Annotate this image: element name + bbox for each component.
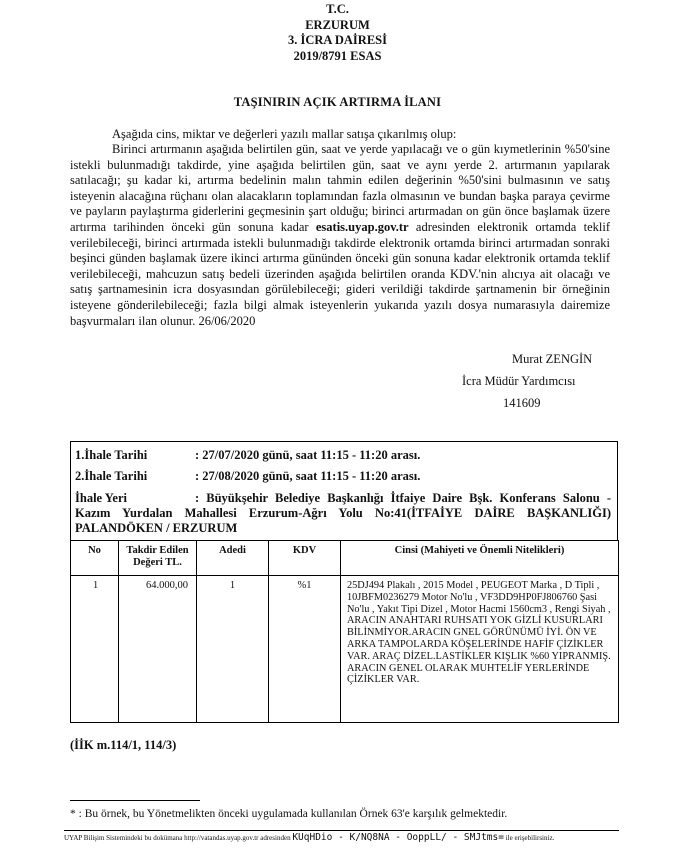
auction-place-label: İhale Yeri <box>75 491 127 505</box>
uyap-suffix: ile erişebilirsiniz. <box>505 834 555 842</box>
footer-divider <box>64 830 619 831</box>
footnote-divider <box>70 800 200 801</box>
document-title: TAŞINIRIN AÇIK ARTIRMA İLANI <box>233 95 442 109</box>
body-part-1: Birinci artırmanın aşağıda belirtilen gün, saat ve yerde yapılacağı ve o gün kıymetlerinin %50'sine istekli bulunmadığı takdirde, yine aşağıda belirtilen gün, saat ve aynı yerde 2. artırmanın yapılarak satılacağı; şu kadar ki, artırma bedelinin malın tahmin edilen değerinin %50'sini bulmasının ve satış isteyenin alacağına rüçhanı olan alacakların toplamından fazla olmasının ve bundan başka paraya çevirme ve payların paylaştırma giderlerini geçmesinin şart olduğu; birinci artırmadan on gün önce başlamak üzere artırma tarihinden önceki gün sonuna kadar <box>70 142 610 234</box>
cell-description: 25DJ494 Plakalı , 2015 Model , PEUGEOT Marka , D Tipli , 10JBFM0236279 Motor No'lu , VF3DD9HP0FJ806760 Şasi No'lu , Yakıt Tipi Dizel , Motor Hacmi 1560cm3 , Rengi Siyah , ARACIN ANAHTARI RUHSATI YOK GİZLİ KUSURLARI BİLİNMİYOR.ARACIN GNEL GÖRÜNÜMÜ İYİ. ÖN VE ARKA TAMPOLARDA KÖŞELERİNDE HAFİF ÇİZİKLER VAR. ARAÇ DİZEL.LASTİKLER KIŞLIK %60 YIPRANMIŞ. ARACIN GENEL OLARAK MUHTELİF YERLERİNDE ÇİZİKLER VAR. <box>341 576 619 723</box>
auction-date-2-value: : 27/08/2020 günü, saat 11:15 - 11:20 arası. <box>195 469 421 483</box>
header-country: T.C. <box>326 2 349 16</box>
table-header-row <box>71 541 619 576</box>
items-table <box>70 540 619 723</box>
header-office: 3. İCRA DAİRESİ <box>288 33 387 47</box>
auction-date-1 <box>75 448 420 463</box>
signatory-number: 141609 <box>503 396 541 410</box>
uyap-footer <box>64 832 554 843</box>
header-city: ERZURUM <box>305 17 370 32</box>
cell-kdv: %1 <box>269 576 341 723</box>
header-case-number: 2019/8791 ESAS <box>293 48 382 63</box>
esatis-site-link: esatis.uyap.gov.tr <box>315 219 409 234</box>
header-no: No <box>71 541 119 576</box>
signatory-name: Murat ZENGİN <box>512 352 593 366</box>
cell-value: 64.000,00 <box>119 576 197 723</box>
body-part-2: adresinden elektronik ortamda teklif verilebileceği, birinci artırmada istekli bulunmadığı takdirde elektronik ortamda birinci artırmadan sonraki beşinci günden başlamak üzere ikinci artırma gününden önceki gün sonuna kadar elektronik ortamda teklif verilebileceği, mahcuzun satış bedeli üzerinden aşağıda belirtilen oranda KDV.'nin alıcıya ait olacağı ve satış şartnamesinin icra dosyasından görülebileceği; gideri verildiği takdirde şartnamenin bir örneğinin isteyene gönderilebileceği; fazla bilgi almak isteyenlerin yukarıda yazılı dosya numarasıyla dairemize başvurmaları ilan olunur. 26/06/2020 <box>70 219 610 328</box>
auction-place-value: : Büyükşehir Belediye Başkanlığı İtfaiye Daire Bşk. Konferans Salonu - Kazım Yurdalan Mahallesi Erzurum-Ağrı Yolu No:41(İTFAİYE DAİRE BAŞKANLIĞI) PALANDÖKEN / ERZURUM <box>75 491 611 535</box>
law-reference: (İİK m.114/1, 114/3) <box>70 738 177 752</box>
auction-date-2-label: 2.İhale Tarihi <box>75 469 148 483</box>
auction-place <box>75 491 611 536</box>
auction-date-1-value: : 27/07/2020 günü, saat 11:15 - 11:20 arası. <box>195 448 421 462</box>
footnote: * : Bu örnek, bu Yönetmelikten önceki uygulamada kullanılan Örnek 63'e karşılık gelmektedir. <box>70 808 508 820</box>
auction-date-2 <box>75 469 420 484</box>
intro-text: Aşağıda cins, miktar ve değerleri yazılı mallar satışa çıkarılmış olup: <box>112 127 457 141</box>
cell-qty: 1 <box>197 576 269 723</box>
signatory-role: İcra Müdür Yardımcısı <box>462 374 576 388</box>
auction-info-box <box>70 441 618 540</box>
uyap-access-code: KUqHDio - K/NQ8NA - OoppLL/ - SMJtms= <box>292 832 504 843</box>
body-paragraph <box>70 142 610 329</box>
document-header <box>0 2 675 64</box>
auction-date-1-label: 1.İhale Tarihi <box>75 448 148 462</box>
header-value: Takdir Edilen Değeri TL. <box>119 541 197 576</box>
cell-no: 1 <box>71 576 119 723</box>
header-qty: Adedi <box>197 541 269 576</box>
header-kdv: KDV <box>269 541 341 576</box>
table-row <box>71 576 619 723</box>
header-description: Cinsi (Mahiyeti ve Önemli Nitelikleri) <box>341 541 619 576</box>
uyap-prefix: UYAP Bilişim Sistemindeki bu dokümana http://vatandas.uyap.gov.tr adresinden <box>64 834 291 842</box>
